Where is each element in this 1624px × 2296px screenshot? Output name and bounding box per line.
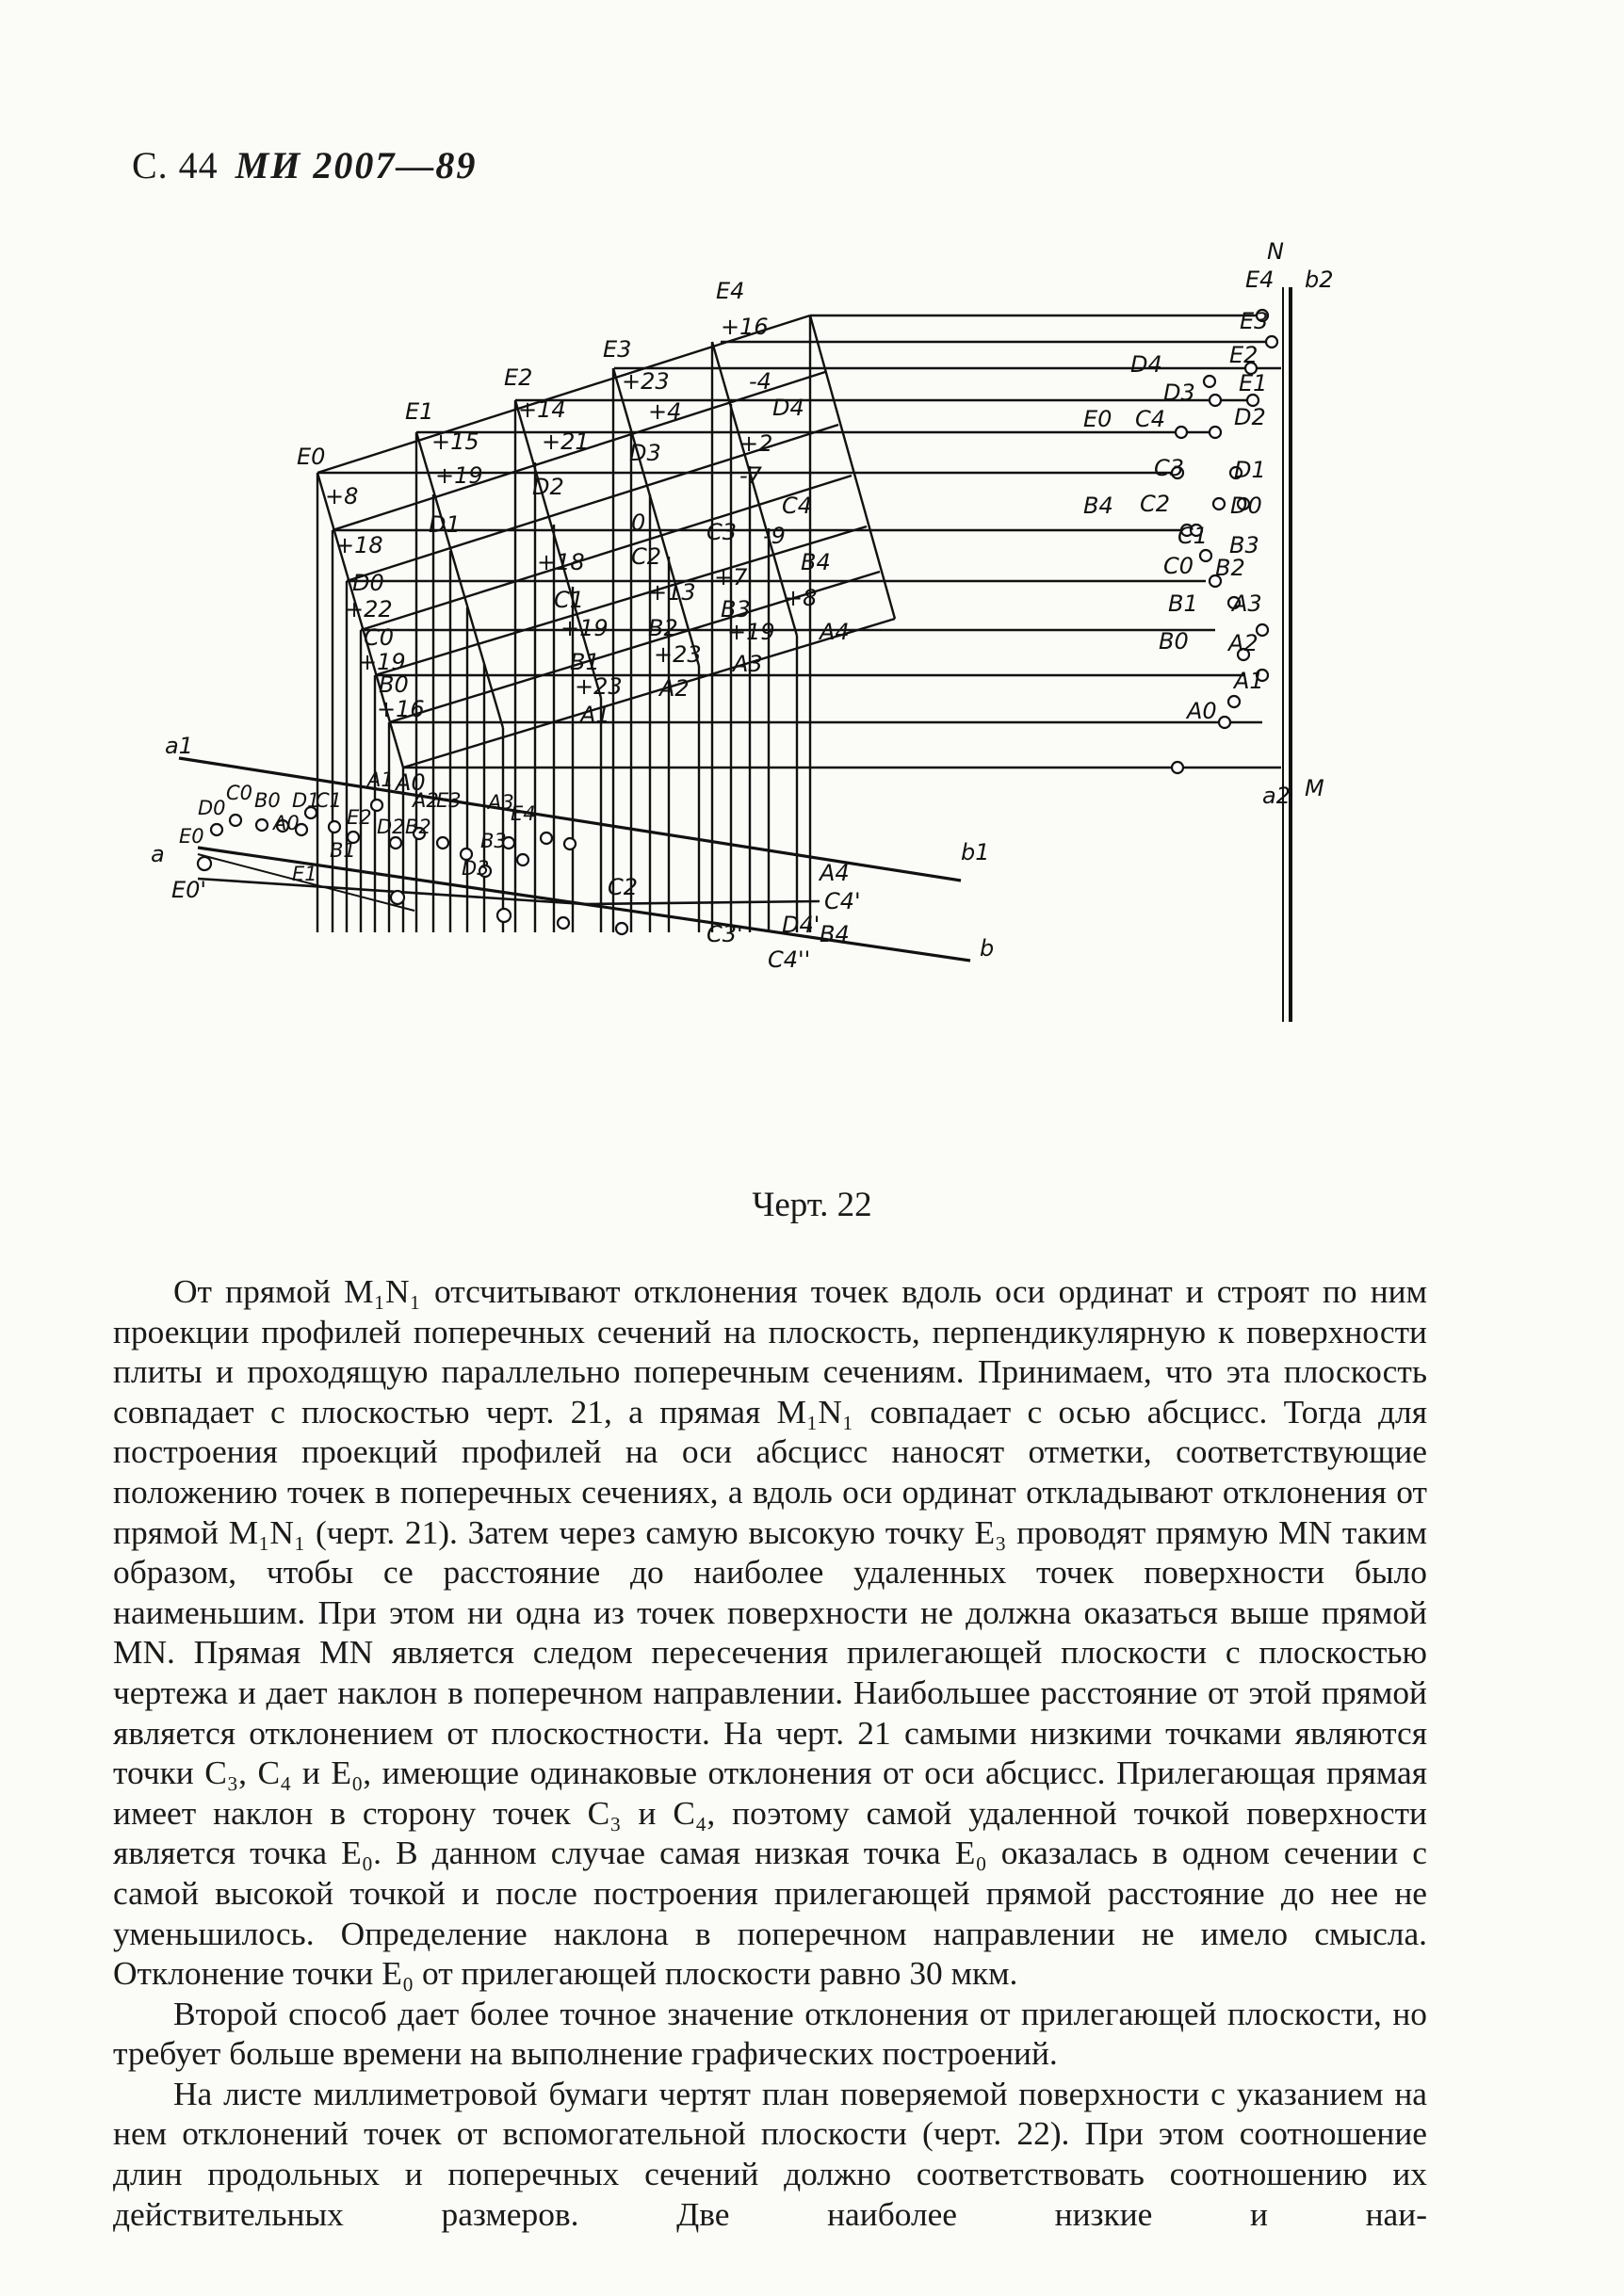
point-label: B1 — [1168, 590, 1198, 617]
point-label: C4 — [1135, 406, 1166, 432]
drawing-label: C0 — [226, 782, 253, 804]
point-marker — [1219, 717, 1230, 728]
point-label: E0 — [297, 444, 326, 470]
point-marker — [437, 837, 448, 849]
point-marker — [1200, 550, 1211, 561]
point-label: B0 — [379, 671, 409, 698]
page-header — [132, 143, 477, 187]
point-label: B2 — [648, 615, 678, 641]
body-text — [113, 1271, 1427, 2234]
point-marker — [371, 800, 382, 811]
line-label: E0' — [171, 877, 207, 903]
deviation-label: +8 — [325, 483, 359, 509]
drawing-label: D3 — [462, 857, 490, 880]
point-marker — [497, 909, 511, 922]
figure-svg — [151, 231, 1366, 1172]
point-marker — [1213, 498, 1225, 509]
point-marker — [390, 837, 401, 849]
axis-label: M — [1305, 775, 1324, 801]
point-marker — [541, 833, 552, 844]
drawing-label: D1 — [292, 789, 320, 812]
deviation-label: +18 — [335, 532, 383, 558]
point-marker — [1210, 427, 1221, 438]
paragraph: От прямой M₁N₁ отсчитывают отклонения точек вдоль оси ординат и строят по ним проекции профилей поперечных сечений на плоскость, перпендикулярную к поверхности плиты и проходящую параллельно поперечным сечениям. Принимаем, что эта плоскость совпадает с плоскостью черт. 21, а прямая M₁N₁ совпадает с осью абсцисс. Тогда для построения проекций профилей на оси абсцисс наносят отметки, соответствующие положению точек в поперечных сечениях, а вдоль оси ординат откладывают отклонения от прямой M₁N₁ (черт. 21). Затем через самую высокую точку E₃ проводят прямую MN таким образом, чтобы се расстояние до наиболее удаленных точек поверхности было наименьшим. При этом ни одна из точек поверхности не должна оказаться выше прямой MN. Прямая MN является следом пересечения прилегающей плоскости с плоскостью чертежа и дает наклон в поперечном направлении. Наибольшее расстояние от этой прямой является отклонением от плоскостности. На черт. 21 самыми низкими точками являются точки C₃, C₄ и E₀, имеющие одинаковые отклонения от оси абсцисс. Прилегающая прямая имеет наклон в сторону точек C₃ и C₄, поэтому самой удаленной точкой поверхности является точка E₀. В данном случае самая низкая точка E₀ оказалась в одном сечении с самой высокой точкой и после построения прилегающей прямой расстояние до нее не уменьшилось. Определение наклона в поперечном направлении не имело смысла. Отклонение точки E₀ от прилегающей плоскости равно 30 мкм. — [113, 1272, 1427, 1993]
line-label: C4' — [824, 888, 861, 914]
point-label: D0 — [1230, 493, 1262, 519]
deviation-label: +14 — [518, 396, 566, 423]
deviation-label: +18 — [537, 549, 585, 575]
deviation-label: +13 — [648, 579, 696, 606]
point-marker — [1228, 696, 1240, 707]
line-label: C2 — [608, 874, 639, 900]
point-label: A1 — [580, 702, 610, 728]
drawing-label: E0 — [179, 825, 204, 848]
drawing-label: E1 — [292, 863, 317, 885]
point-label: E4 — [1245, 267, 1275, 293]
point-label: A2 — [659, 675, 690, 702]
deviation-label: -9 — [763, 523, 786, 549]
line-label: C4'' — [768, 946, 811, 973]
line-e0-c4 — [198, 879, 820, 904]
drawing-label: D0 — [198, 797, 226, 819]
point-label: C3 — [1154, 455, 1185, 481]
point-marker — [1172, 762, 1183, 773]
deviation-label: 0 — [631, 509, 646, 536]
point-label: B3 — [721, 596, 751, 623]
point-label: A0 — [1187, 698, 1217, 724]
page-number: С. 44 — [132, 144, 219, 186]
point-label: C1 — [1177, 523, 1209, 549]
point-label: D4 — [772, 395, 804, 421]
line-label: D4' — [782, 912, 820, 938]
point-label: C1 — [554, 587, 585, 613]
paragraph: На листе миллиметровой бумаги чертят план поверяемой поверхности с указанием на нем отклонений точек от вспомогательной плоскости (черт. 22). При этом соотношение длин продольных и поперечных сечений должно соответствовать соотношению их действительных размеров. Две наиболее низкие и наи- — [113, 2074, 1427, 2233]
document-code: МИ 2007—89 — [235, 144, 478, 186]
point-label: D0 — [352, 570, 384, 596]
deviation-label: -7 — [739, 462, 762, 489]
point-marker — [391, 891, 404, 904]
axis-label: a2 — [1262, 783, 1291, 809]
paragraph: Второй способ дает более точное значение отклонения от прилегающей плоскости, но требует больше времени на выполнение графических построений. — [113, 1994, 1427, 2073]
point-label: E4 — [716, 278, 745, 304]
deviation-label: +23 — [622, 368, 670, 395]
line-label: b1 — [961, 839, 990, 865]
point-label: E2 — [504, 364, 533, 391]
deviation-label: +19 — [435, 462, 483, 489]
point-label: C2 — [1140, 491, 1171, 517]
line-label: a — [151, 841, 165, 867]
line-label: B4 — [820, 921, 850, 947]
point-marker — [1210, 395, 1221, 406]
drawing-label: B0 — [254, 789, 281, 812]
point-label: E3 — [603, 336, 632, 363]
line-label: C3' — [706, 921, 743, 947]
point-label: B2 — [1215, 555, 1245, 581]
drawing-label: E4 — [511, 802, 536, 825]
drawing-label: D2 — [377, 816, 405, 838]
point-label: E1 — [1239, 370, 1268, 396]
line-label: b — [980, 935, 995, 962]
point-label: E0 — [1083, 406, 1112, 432]
deviation-label: +16 — [377, 696, 425, 722]
point-label: D3 — [1163, 380, 1195, 406]
point-marker — [211, 824, 222, 835]
point-label: D4 — [1130, 351, 1162, 378]
point-label: E2 — [1229, 342, 1259, 368]
point-marker — [564, 838, 576, 849]
point-marker — [1204, 376, 1215, 387]
point-label: C3 — [706, 519, 738, 545]
deviation-label: +23 — [575, 673, 623, 700]
point-marker — [1176, 427, 1187, 438]
point-marker — [256, 819, 268, 831]
drawing-label: B1 — [330, 839, 356, 862]
figure-22-drawing — [151, 231, 1366, 1172]
point-marker — [616, 923, 627, 934]
axis-label: N — [1267, 238, 1284, 265]
drawing-label: A1 — [367, 768, 394, 791]
point-marker — [329, 821, 340, 833]
point-label: A0 — [396, 769, 426, 796]
point-label: D1 — [429, 511, 461, 538]
point-label: B1 — [570, 649, 600, 675]
point-label: A3 — [733, 651, 763, 677]
point-marker — [517, 854, 528, 865]
drawing-label: A3 — [488, 791, 514, 814]
point-marker — [1266, 336, 1277, 348]
drawing-label: A0 — [273, 812, 300, 834]
deviation-label: +4 — [648, 398, 682, 425]
point-label: A1 — [1234, 668, 1264, 694]
point-label: E3 — [1240, 308, 1269, 334]
deviation-label: +23 — [654, 641, 702, 668]
deviation-label: -4 — [749, 368, 771, 395]
point-label: B3 — [1229, 532, 1259, 558]
point-marker — [198, 857, 211, 870]
point-marker — [230, 815, 241, 826]
deviation-label: +22 — [345, 596, 393, 623]
axis-label: b2 — [1305, 267, 1334, 293]
drawing-label: A2 — [413, 789, 439, 812]
deviation-label: +2 — [739, 430, 773, 457]
point-marker — [558, 917, 569, 929]
point-label: D3 — [629, 440, 661, 466]
drawing-label: E2 — [347, 806, 372, 829]
line-label: A4 — [820, 860, 850, 886]
point-label: A3 — [1232, 590, 1262, 617]
deviation-label: +21 — [542, 428, 590, 455]
plan-labels — [405, 278, 850, 728]
deviation-label: +15 — [431, 428, 479, 455]
point-label: D1 — [1234, 457, 1266, 483]
figure-caption: Черт. 22 — [752, 1186, 872, 1224]
point-label: B4 — [801, 549, 831, 575]
line-label: a1 — [165, 733, 193, 759]
drawing-label: B3 — [480, 830, 507, 852]
point-label: C2 — [631, 543, 662, 570]
drawing-label: B2 — [405, 816, 431, 838]
point-label: C0 — [1163, 553, 1194, 579]
point-label: D2 — [532, 474, 564, 500]
point-label: A4 — [820, 619, 850, 645]
point-label: E1 — [405, 398, 434, 425]
deviation-label: +8 — [784, 585, 818, 611]
point-label: B0 — [1159, 628, 1189, 655]
point-label: C0 — [364, 624, 395, 651]
drawing-label: E3 — [436, 789, 462, 812]
deviation-label: +19 — [358, 649, 406, 675]
deviation-label: +16 — [721, 314, 769, 340]
drawing-label: C1 — [316, 789, 343, 812]
point-label: A2 — [1228, 630, 1259, 656]
point-marker — [1257, 624, 1268, 636]
deviation-label: +19 — [560, 615, 609, 641]
point-label: D2 — [1234, 404, 1266, 430]
deviation-label: +7 — [714, 564, 748, 590]
point-label: B4 — [1083, 493, 1113, 519]
point-label: C4 — [782, 493, 813, 519]
deviation-label: +19 — [727, 619, 775, 645]
